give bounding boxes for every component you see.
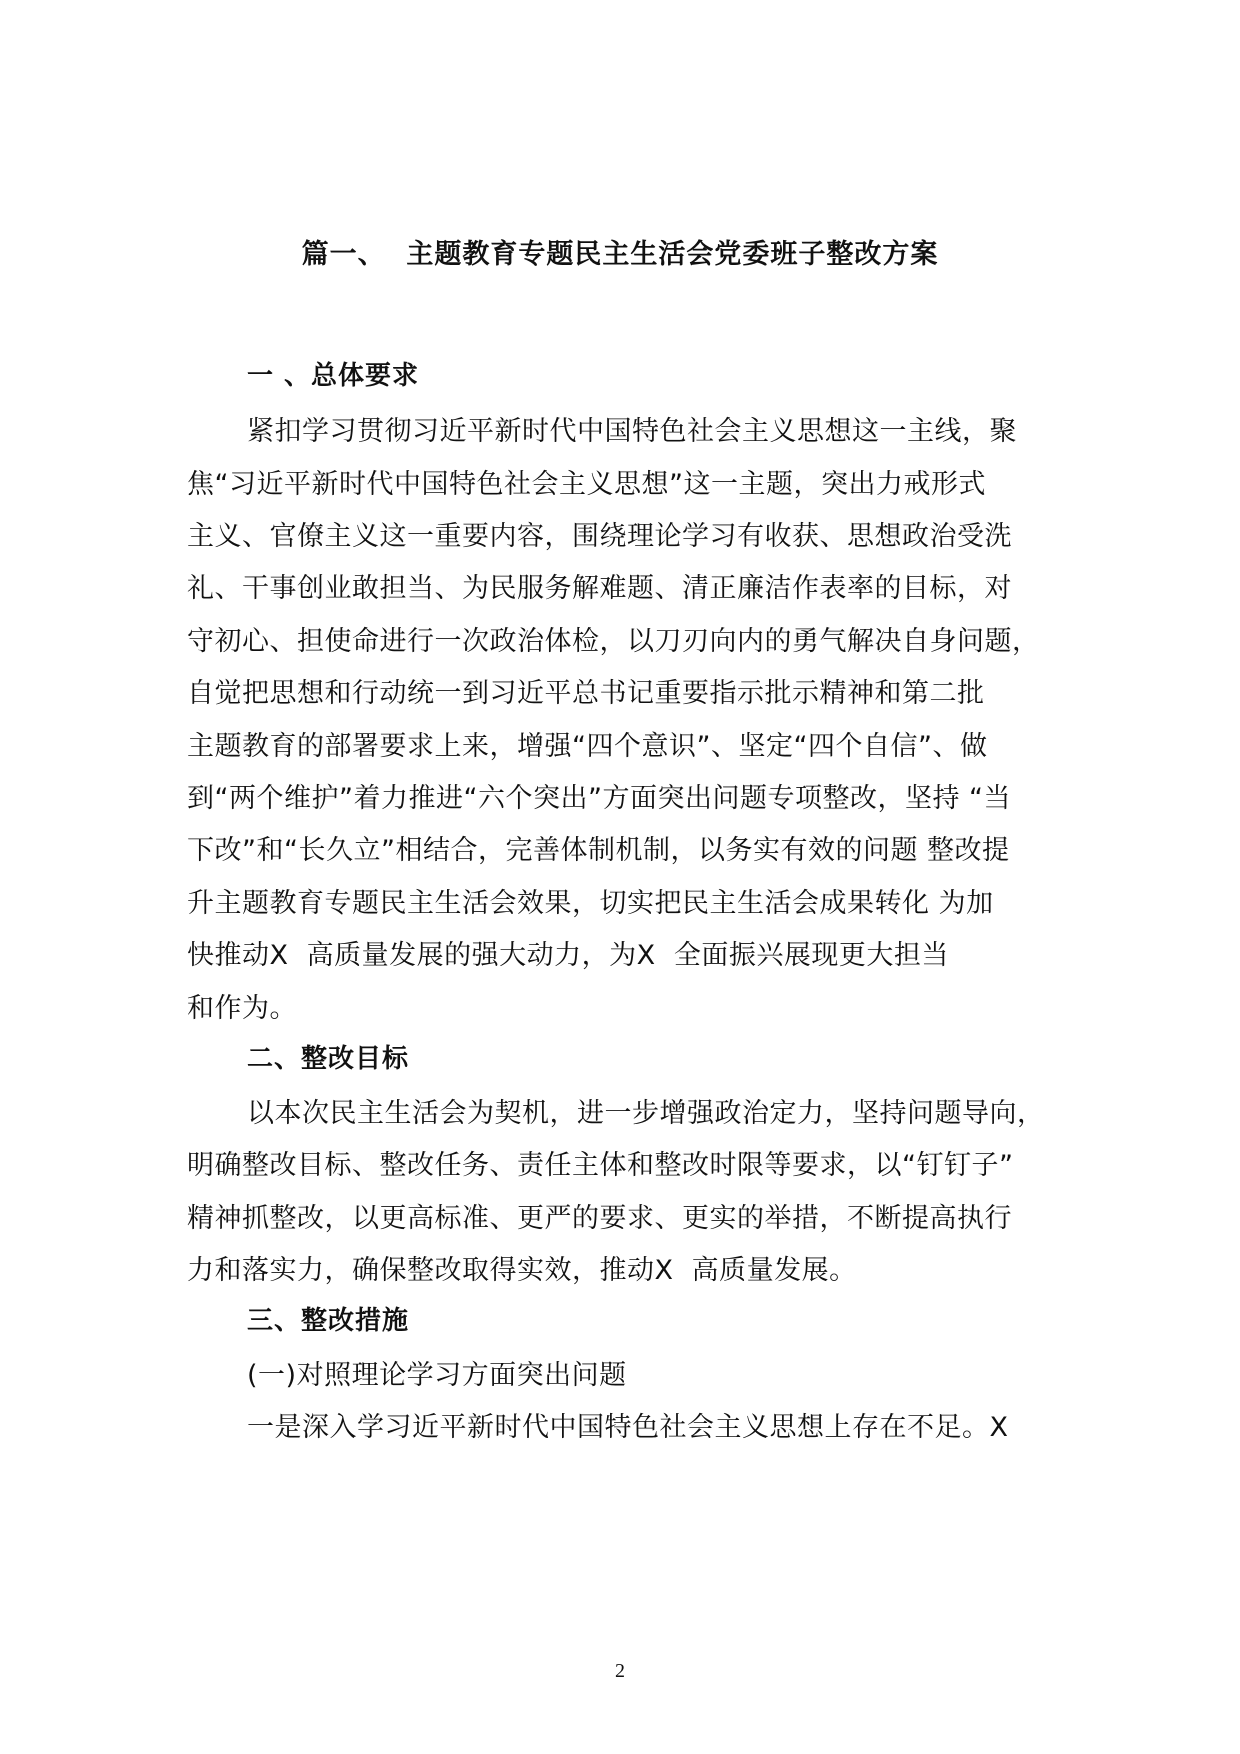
- paragraph-line: 守初心、担使命进行一次政治体检，以刀刃向内的勇气解决自身问题，: [187, 626, 1040, 657]
- paragraph-line: 到“两个维护”着力推进“六个突出”方面突出问题专项整改，坚持 “当: [187, 783, 1012, 814]
- section-heading-rectification-measures: 三、整改措施: [247, 1306, 410, 1336]
- page-number: 2: [615, 1660, 625, 1682]
- paragraph-line: 一是深入学习近平新时代中国特色社会主义思想上存在不足。X: [247, 1412, 1009, 1443]
- subsection-heading: (一)对照理论学习方面突出问题: [247, 1360, 627, 1391]
- paragraph-line: 明确整改目标、整改任务、责任主体和整改时限等要求，以“钉钉子”: [187, 1150, 1014, 1181]
- paragraph-line: 精神抓整改，以更高标准、更严的要求、更实的举措，不断提高执行: [187, 1203, 1012, 1234]
- paragraph-line: 下改”和“长久立”相结合，完善体制机制，以务实有效的问题 整改提: [187, 835, 1010, 866]
- paragraph-line: 力和落实力，确保整改取得实效，推动X 高质量发展。: [187, 1255, 857, 1286]
- paragraph-line: 自觉把思想和行动统一到习近平总书记重要指示批示精神和第二批: [187, 678, 985, 709]
- paragraph-line: 和作为。: [187, 993, 297, 1024]
- paragraph-line: 快推动X 高质量发展的强大动力，为X 全面振兴展现更大担当: [187, 940, 949, 971]
- paragraph-line: 焦“习近平新时代中国特色社会主义思想”这一主题，突出力戒形式: [187, 469, 986, 500]
- paragraph-line: 以本次民主生活会为契机，进一步增强政治定力，坚持问题导向，: [247, 1098, 1045, 1129]
- paragraph-line: 礼、干事创业敢担当、为民服务解难题、清正廉洁作表率的目标，对: [187, 573, 1012, 604]
- document-title: 篇一、 主题教育专题民主生活会党委班子整改方案: [301, 239, 939, 270]
- paragraph-line: 升主题教育专题民主生活会效果，切实把民主生活会成果转化 为加: [187, 888, 994, 919]
- paragraph-line: 主义、官僚主义这一重要内容，围绕理论学习有收获、思想政治受洗: [187, 521, 1012, 552]
- paragraph-line: 紧扣学习贯彻习近平新时代中国特色社会主义思想这一主线，聚: [247, 416, 1017, 447]
- section-heading-overall-requirements: 一 、总体要求: [247, 361, 420, 391]
- section-heading-rectification-goals: 二、整改目标: [247, 1044, 410, 1074]
- paragraph-line: 主题教育的部署要求上来，增强“四个意识”、坚定“四个自信”、做: [187, 731, 988, 762]
